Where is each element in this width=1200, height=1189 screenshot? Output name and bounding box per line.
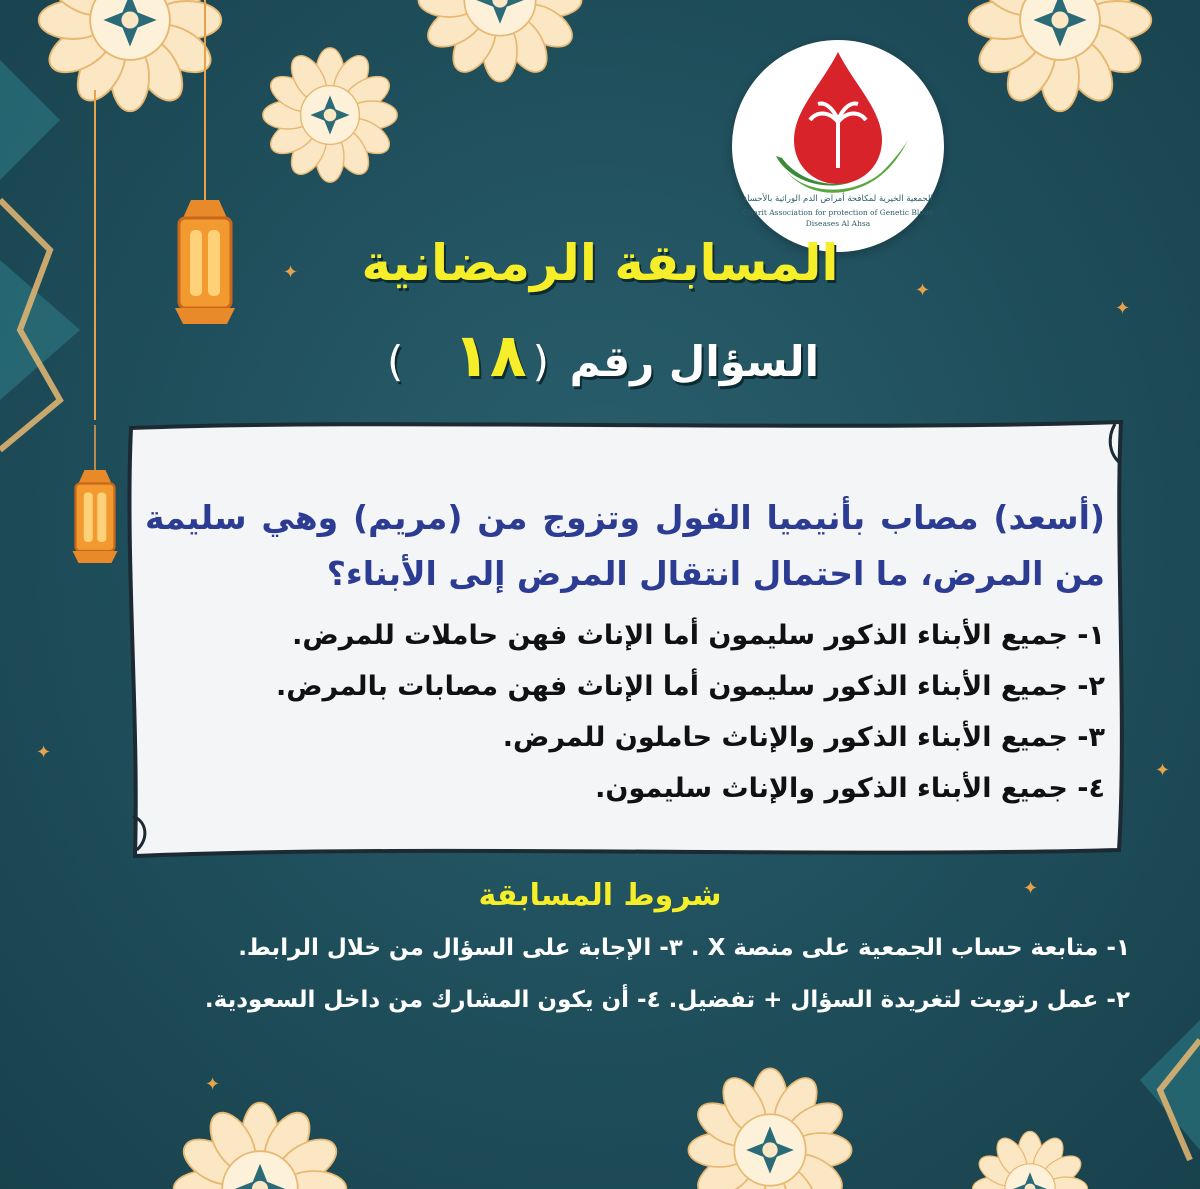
answer-option-3[interactable]: ٣- جميع الأبناء الذكور والإناث حاملون للمرض. <box>502 722 1105 753</box>
question-number-line <box>300 318 900 400</box>
sparkle-icon: ✦ <box>1115 298 1131 319</box>
answer-option-1[interactable]: ١- جميع الأبناء الذكور سليمون أما الإناث فهن حاملات للمرض. <box>292 620 1105 651</box>
sparkle-icon: ✦ <box>205 1074 221 1095</box>
question-number: ١٨ <box>453 321 527 391</box>
answer-option-4[interactable]: ٤- جميع الأبناء الذكور والإناث سليمون. <box>595 773 1105 804</box>
sparkle-icon: ✦ <box>283 262 299 283</box>
page-title: المسابقة الرمضانية <box>361 234 839 292</box>
logo-caption-english: Charit Association for protection of Genetic Blood Diseases Al Ahsa <box>742 208 934 228</box>
logo-caption-arabic: الجمعية الخيرية لمكافحة أمراض الدم الوراثية بالأحساء <box>743 194 933 204</box>
sparkle-icon: ✦ <box>1023 878 1039 899</box>
sparkle-icon: ✦ <box>36 742 52 763</box>
question-label: السؤال رقم <box>569 337 819 386</box>
rules-list <box>80 922 1130 1026</box>
paren-open: ( <box>532 337 550 386</box>
rules-line-2: ٢- عمل رتويت لتغريدة السؤال + تفضيل. ٤- أن يكون المشارك من داخل السعودية. <box>204 987 1130 1013</box>
question-text: (أسعد) مصاب بأنيميا الفول وتزوج من (مريم) وهي سليمة من المرض، ما احتمال انتقال المرض إلى الأبناء؟ <box>145 498 1105 593</box>
paren-close: ) <box>387 337 404 386</box>
rules-title: شروط المسابقة <box>478 878 722 913</box>
answer-options-list <box>145 610 1105 814</box>
rules-line-1: ١- متابعة حساب الجمعية على منصة X . ٣- الإجابة على السؤال من خلال الرابط. <box>238 935 1130 961</box>
answer-option-2[interactable]: ٢- جميع الأبناء الذكور سليمون أما الإناث فهن مصابات بالمرض. <box>275 671 1105 702</box>
sparkle-icon: ✦ <box>1155 760 1171 781</box>
sparkle-icon: ✦ <box>915 280 931 301</box>
association-logo <box>732 40 944 252</box>
